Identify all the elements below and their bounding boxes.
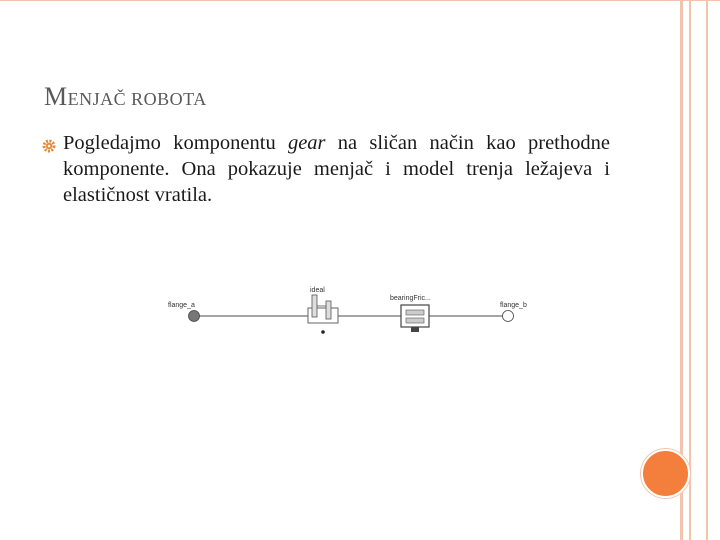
flange-b-connector (503, 311, 514, 322)
title-first-letter: M (44, 82, 68, 111)
flange-a-label: flange_a (168, 302, 195, 309)
slide-title (44, 76, 207, 113)
bullet-text-before: Pogledajmo komponentu (63, 132, 288, 154)
top-rule (0, 0, 720, 1)
decorative-circle (641, 449, 690, 498)
flange-b-label: flange_b (500, 302, 527, 309)
decorative-rule (706, 0, 708, 540)
bearing-friction-label: bearingFric... (390, 295, 431, 302)
title-rest: ENJAČ ROBOTA (67, 89, 207, 109)
ideal-gear-label: ideal (310, 287, 325, 294)
bearing-friction-block (401, 305, 429, 332)
ideal-gear-block (308, 295, 338, 334)
gear-model-diagram (160, 283, 540, 343)
bullet-text-after: na sličan način kao prethodne komponente. Ona pokazuje menjač i model trenja ležajeva i elastičnost vratila. (63, 132, 610, 206)
flange-a-connector (189, 311, 200, 322)
decorative-rule (689, 0, 691, 540)
gear-bullet-icon (42, 139, 56, 153)
bullet-text-italic: gear (287, 132, 326, 154)
bullet-text (63, 130, 610, 208)
